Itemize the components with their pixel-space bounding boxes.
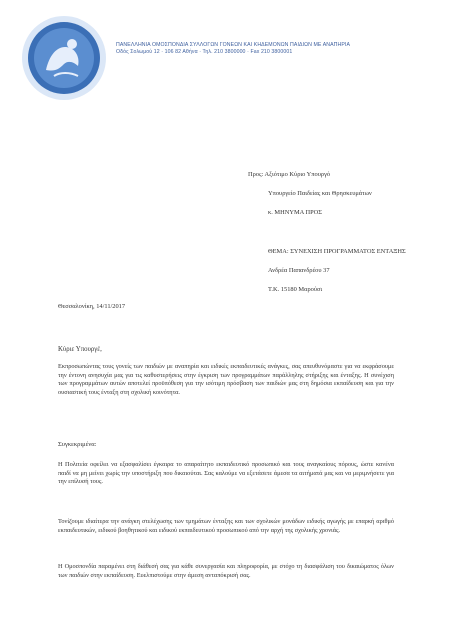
paragraph-3: Τονίζουμε ιδιαίτερα την ανάγκη στελέχωσης των τμημάτων ένταξης και των σχολικών μονάδων ειδικής αγωγής με επαρκή αριθμό εκπαιδευτικών, ειδικού βοηθητικού και ειδικού εκπαιδευτικού προσωπικού από την αρχή της σχολικής χρονιάς. <box>58 518 394 534</box>
recipient-line-1: Προς: Αξιότιμο Κύριο Υπουργό <box>248 171 331 178</box>
letter-date: Θεσσαλονίκη, 14/11/2017 <box>58 303 126 310</box>
letterhead-line-2: Οδός Σολωμού 12 · 106 82 Αθήνα · Τηλ. 210 3800000 · Fax 210 3800001 <box>116 49 293 55</box>
section-heading: Συγκεκριμένα: <box>58 441 97 448</box>
address-line-2: Ανδρέα Παπανδρέου 37 <box>268 267 330 274</box>
paragraph-4: Η Ομοσπονδία παραμένει στη διάθεσή σας για κάθε συνεργασία και πληροφορία, με στόχο τη διασφάλιση του δικαιώματος όλων των παιδιών στην εκπαίδευση. Ευελπιστούμε στην άμεση ανταπόκρισή σας. <box>58 563 394 579</box>
organization-logo-icon <box>20 14 108 102</box>
paragraph-1: Εκπροσωπώντας τους γονείς των παιδιών με αναπηρία και ειδικές εκπαιδευτικές ανάγκες, σας απευθυνόμαστε για να εκφράσουμε την έντονη ανησυχία μας για τις καθυστερήσεις στην έγκριση των προγραμμάτων παράλληλης στήριξης και ένταξης. Η συνέχιση των προγραμμάτων αυτών αποτελεί προϋπόθεση για την ισότιμη πρόσβαση των παιδιών μας στη δημόσια εκπαίδευση και για την ουσιαστική τους ένταξη στη σχολική κοινότητα. <box>58 363 394 396</box>
address-line-3: Τ.Κ. 15180 Μαρούσι <box>268 286 323 293</box>
letter-greeting: Κύριε Υπουργέ, <box>58 346 102 353</box>
address-line-1: ΘΕΜΑ: ΣΥΝΕΧΙΣΗ ΠΡΟΓΡΑΜΜΑΤΟΣ ΕΝΤΑΞΗΣ <box>268 248 406 255</box>
recipient-line-3: κ. ΜΗΝΥΜΑ ΠΡΟΣ <box>268 209 322 216</box>
letterhead <box>116 42 351 56</box>
recipient-line-2: Υπουργείο Παιδείας και Θρησκευμάτων <box>268 190 372 197</box>
letterhead-line-1: ΠΑΝΕΛΛΗΝΙΑ ΟΜΟΣΠΟΝΔΙΑ ΣΥΛΛΟΓΩΝ ΓΟΝΕΩΝ ΚΑΙ ΚΗΔΕΜΟΝΩΝ ΠΑΙΔΙΩΝ ΜΕ ΑΝΑΠΗΡΙΑ <box>116 42 351 48</box>
paragraph-2: Η Πολιτεία οφείλει να εξασφαλίσει έγκαιρα το απαραίτητο εκπαιδευτικό προσωπικό και τους αναγκαίους πόρους, ώστε κανένα παιδί να μη μείνει χωρίς την υποστήριξη που δικαιούται. Σας καλούμε να εξετάσετε άμεσα τα αιτήματά μας και να μεριμνήσετε για την επίλυσή τους. <box>58 461 394 486</box>
